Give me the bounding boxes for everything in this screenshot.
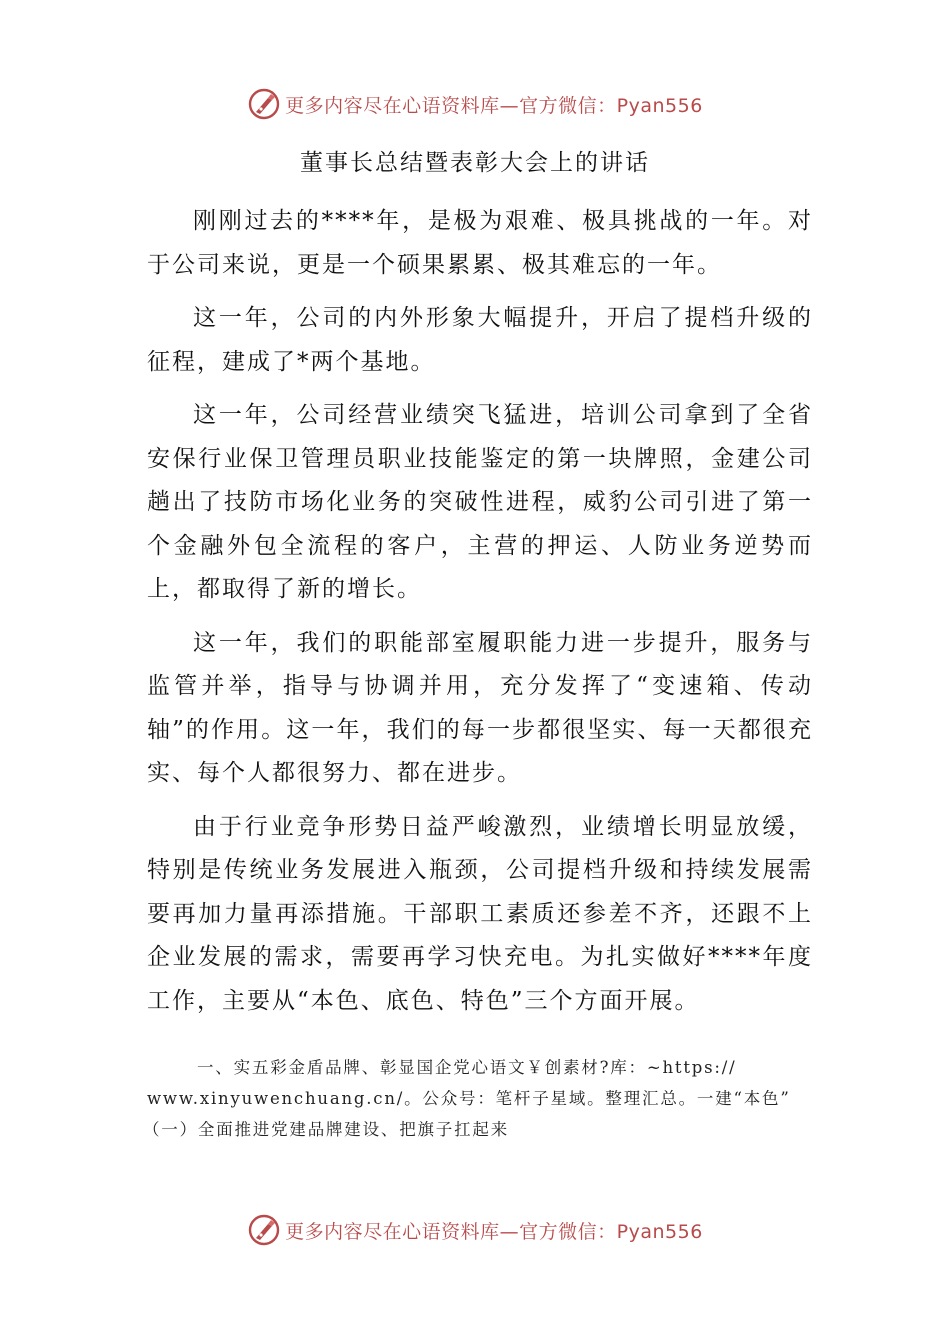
paragraph-1: 刚刚过去的****年，是极为艰难、极具挑战的一年。对于公司来说，更是一个硕果累累、极其难忘的一年。 bbox=[147, 208, 813, 278]
section-heading-line-1: 一、实五彩金盾品牌、彰显国企党心语文￥创素材?库：~https:// bbox=[197, 1058, 737, 1077]
section-heading-block bbox=[143, 1052, 813, 1145]
document-body bbox=[147, 200, 813, 1033]
paragraph-3: 这一年，公司经营业绩突飞猛进，培训公司拿到了全省安保行业保卫管理员职业技能鉴定的第一块牌照，金建公司趟出了技防市场化业务的突破性进程，威豹公司引进了第一个金融外包全流程的客户，主营的押运、人防业务逆势而上，都取得了新的增长。 bbox=[147, 402, 813, 602]
header-banner-text: 更多内容尽在心语资料库—官方微信：Pyan556 bbox=[285, 94, 703, 117]
page-title: 董事长总结暨表彰大会上的讲话 bbox=[300, 150, 650, 176]
pen-nib-logo-icon bbox=[247, 87, 281, 121]
section-heading-line-2: www.xinyuwenchuang.cn/。公众号：笔杆子星域。整理汇总。一建“本色” bbox=[147, 1089, 791, 1108]
paragraph-4: 这一年，我们的职能部室履职能力进一步提升，服务与监管并举，指导与协调并用，充分发挥了“变速箱、传动轴”的作用。这一年，我们的每一步都很坚实、每一天都很充实、每个人都很努力、都在进步。 bbox=[147, 629, 813, 786]
pen-nib-logo-icon bbox=[247, 1213, 281, 1247]
paragraph-2: 这一年，公司的内外形象大幅提升，开启了提档升级的征程，建成了*两个基地。 bbox=[147, 305, 813, 375]
footer-banner-text: 更多内容尽在心语资料库—官方微信：Pyan556 bbox=[285, 1220, 703, 1243]
footer-banner bbox=[0, 1210, 950, 1250]
subsection-heading: （一）全面推进党建品牌建设、把旗子扛起来 bbox=[143, 1120, 509, 1139]
paragraph-5: 由于行业竞争形势日益严峻激烈，业绩增长明显放缓，特别是传统业务发展进入瓶颈，公司提档升级和持续发展需要再加力量再添措施。干部职工素质还参差不齐，还跟不上企业发展的需求，需要再学习快充电。为扎实做好****年度工作，主要从“本色、底色、特色”三个方面开展。 bbox=[147, 813, 813, 1014]
header-banner bbox=[0, 84, 950, 124]
